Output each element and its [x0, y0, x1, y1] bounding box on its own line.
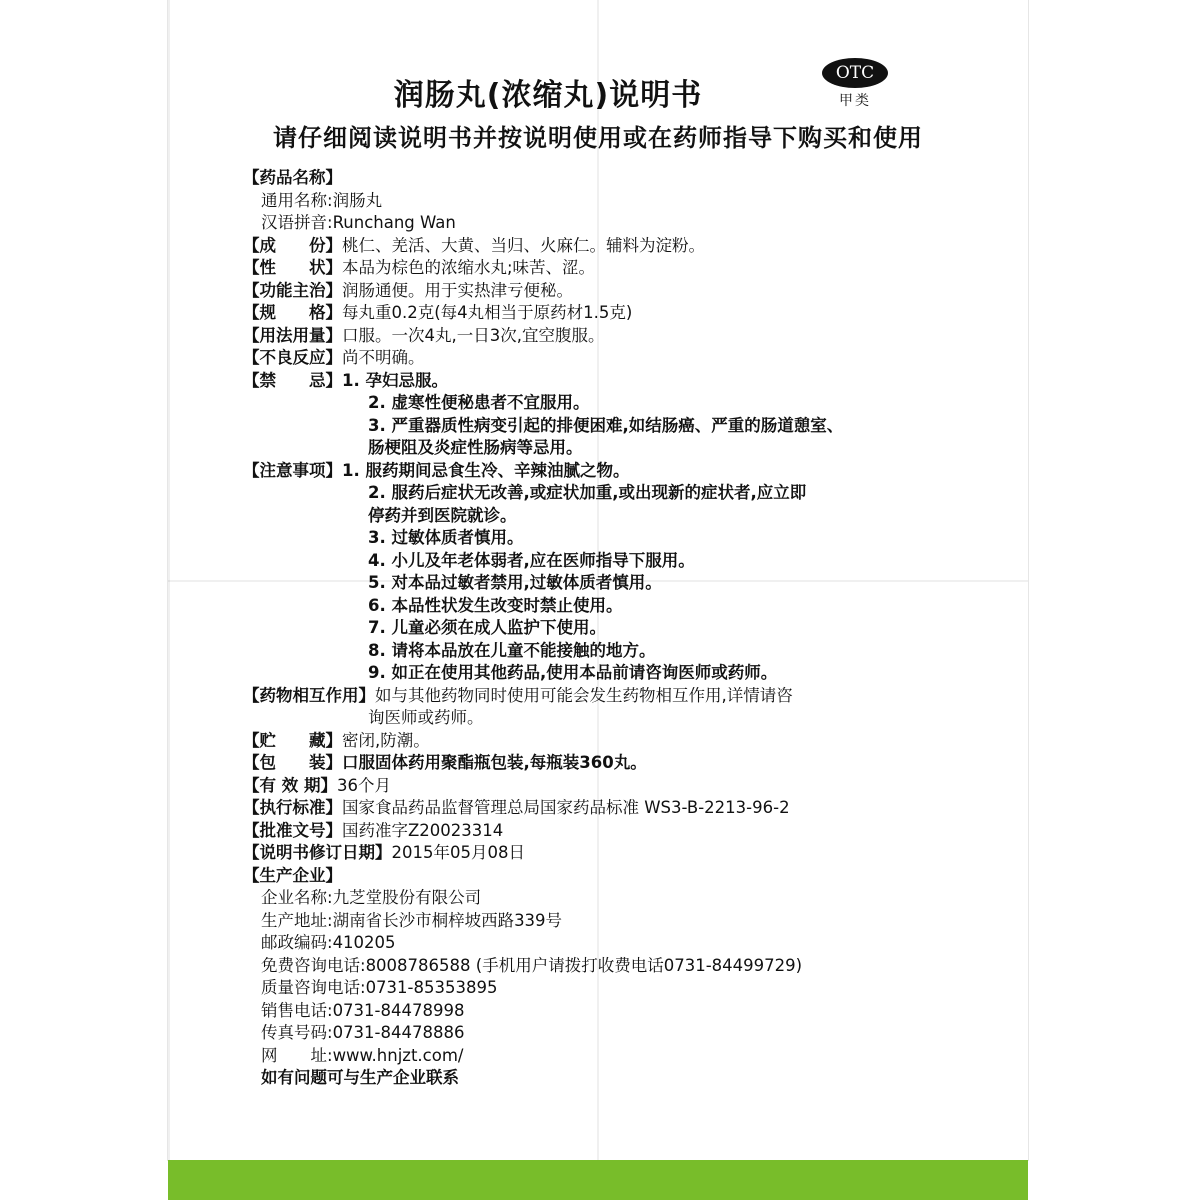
- field-website: [243, 1045, 1003, 1068]
- list-item: 5. 对本品过敏者禁用,过敏体质者慎用。: [368, 573, 662, 592]
- section-contraindications: [243, 370, 1003, 393]
- otc-badge: OTC: [822, 58, 888, 88]
- field-value: 410205: [332, 933, 396, 952]
- field-value: 0731-85353895: [365, 978, 498, 997]
- section-label: 【包 装】: [243, 753, 342, 772]
- field-label: 通用名称:: [261, 190, 333, 210]
- section-label: 【有 效 期】: [243, 775, 337, 795]
- field-value: 润肠丸: [332, 190, 383, 210]
- section-value: 尚不明确。: [342, 348, 425, 367]
- list-item: 1. 服药期间忌食生冷、辛辣油腻之物。: [342, 460, 630, 480]
- field-value: 0731-84478886: [332, 1023, 465, 1042]
- field-value: 九芝堂股份有限公司: [332, 888, 482, 907]
- list-item: 1. 孕妇忌服。: [342, 370, 448, 390]
- list-item: 停药并到医院就诊。: [368, 505, 517, 525]
- document-subtitle: 请仔细阅读说明书并按说明使用或在药师指导下购买和使用: [273, 124, 923, 152]
- field-fax: [243, 1022, 1003, 1045]
- field-label: 生产地址:: [261, 910, 333, 930]
- field-label: 网 址:: [261, 1045, 333, 1065]
- section-label: 【用法用量】: [243, 325, 342, 345]
- otc-category: 甲类: [839, 93, 871, 109]
- field-value: Runchang Wan: [332, 213, 456, 232]
- section-label: 【说明书修订日期】: [243, 843, 392, 862]
- list-item: 2. 虚寒性便秘患者不宜服用。: [368, 393, 590, 412]
- section-packaging: [243, 752, 1003, 775]
- section-label: 【生产企业】: [243, 865, 342, 885]
- field-value: 0731-84478998: [332, 1000, 465, 1020]
- list-item: 8. 请将本品放在儿童不能接触的地方。: [368, 640, 656, 660]
- field-pinyin: [243, 212, 1003, 235]
- field-quality-phone: [243, 977, 1003, 1000]
- section-label: 【药品名称】: [243, 168, 342, 187]
- field-label: 免费咨询电话:: [261, 955, 366, 975]
- section-value: 2015年05月08日: [391, 843, 525, 862]
- section-value: 36个月: [337, 775, 391, 795]
- section-label: 【不良反应】: [243, 348, 342, 367]
- field-postal-code: [243, 932, 1003, 955]
- list-item: 9. 如正在使用其他药品,使用本品前请咨询医师或药师。: [368, 663, 778, 682]
- section-revision: [243, 842, 1003, 865]
- section-value: 桃仁、羌活、大黄、当归、火麻仁。辅料为淀粉。: [342, 235, 705, 255]
- field-label: 邮政编码:: [261, 933, 333, 952]
- field-value: www.hnjzt.com/: [332, 1045, 464, 1065]
- section-value: 润肠通便。用于实热津亏便秘。: [342, 280, 573, 300]
- section-value: 口服固体药用聚酯瓶包装,每瓶装360丸。: [342, 753, 647, 772]
- list-item: 3. 过敏体质者慎用。: [368, 528, 524, 547]
- section-label: 【性 状】: [243, 258, 342, 277]
- section-manufacturer: [243, 865, 1003, 888]
- section-properties: [243, 257, 1003, 280]
- section-label: 【执行标准】: [243, 798, 342, 817]
- field-hotline: [243, 955, 1003, 978]
- list-item: 4. 小儿及年老体弱者,应在医师指导下服用。: [368, 550, 695, 570]
- section-standard: [243, 797, 1003, 820]
- section-adverse: [243, 347, 1003, 370]
- section-specification: [243, 302, 1003, 325]
- list-item: 7. 儿童必须在成人监护下使用。: [368, 618, 606, 637]
- document-title: 润肠丸(浓缩丸)说明书: [393, 78, 703, 113]
- section-label: 【功能主治】: [243, 280, 342, 300]
- list-item: 6. 本品性状发生改变时禁止使用。: [368, 595, 623, 615]
- field-label: 企业名称:: [261, 888, 333, 907]
- field-value: 湖南省长沙市桐梓坡西路339号: [332, 910, 563, 930]
- section-drug-name: [243, 167, 1003, 190]
- section-value: 口服。一次4丸,一日3次,宜空腹服。: [342, 325, 605, 345]
- section-label: 【药物相互作用】: [243, 685, 375, 705]
- section-label: 【贮 藏】: [243, 730, 342, 750]
- section-interactions: [243, 685, 1003, 708]
- section-value: 如与其他药物同时使用可能会发生药物相互作用,详情请咨: [375, 685, 793, 705]
- contact-note: 如有问题可与生产企业联系: [261, 1068, 459, 1087]
- section-label: 【禁 忌】: [243, 370, 342, 390]
- field-company-name: [243, 887, 1003, 910]
- section-value: 国家食品药品监督管理总局国家药品标准 WS3-B-2213-96-2: [342, 798, 790, 817]
- list-item: 肠梗阻及炎症性肠病等忌用。: [368, 438, 583, 457]
- field-label: 传真号码:: [261, 1023, 333, 1042]
- section-ingredients: [243, 235, 1003, 258]
- section-label: 【批准文号】: [243, 820, 342, 840]
- list-item: 3. 严重器质性病变引起的排便困难,如结肠癌、严重的肠道憩室、: [368, 415, 844, 435]
- list-item: 2. 服药后症状无改善,或症状加重,或出现新的症状者,应立即: [368, 483, 807, 502]
- field-label: 销售电话:: [261, 1000, 333, 1020]
- section-value: 每丸重0.2克(每4丸相当于原药材1.5克): [342, 303, 633, 322]
- leaflet-content: [243, 167, 1003, 1090]
- section-validity: [243, 775, 1003, 798]
- section-value: 密闭,防潮。: [342, 730, 430, 750]
- section-approval: [243, 820, 1003, 843]
- section-label: 【成 份】: [243, 235, 342, 255]
- field-value: 8008786588 (手机用户请拨打收费电话0731-84499729): [365, 955, 803, 975]
- field-sales-phone: [243, 1000, 1003, 1023]
- section-label: 【注意事项】: [243, 460, 342, 480]
- field-label: 质量咨询电话:: [261, 978, 366, 997]
- section-dosage: [243, 325, 1003, 348]
- field-generic-name: [243, 190, 1003, 213]
- section-precautions: [243, 460, 1003, 483]
- green-strip: [168, 1160, 1028, 1200]
- section-label: 【规 格】: [243, 303, 342, 322]
- field-label: 汉语拼音:: [261, 213, 333, 232]
- section-value-continued: 询医师或药师。: [368, 708, 484, 727]
- field-address: [243, 910, 1003, 933]
- section-storage: [243, 730, 1003, 753]
- section-value: 本品为棕色的浓缩水丸;味苦、涩。: [342, 258, 596, 277]
- section-indications: [243, 280, 1003, 303]
- section-value: 国药准字Z20023314: [342, 820, 504, 840]
